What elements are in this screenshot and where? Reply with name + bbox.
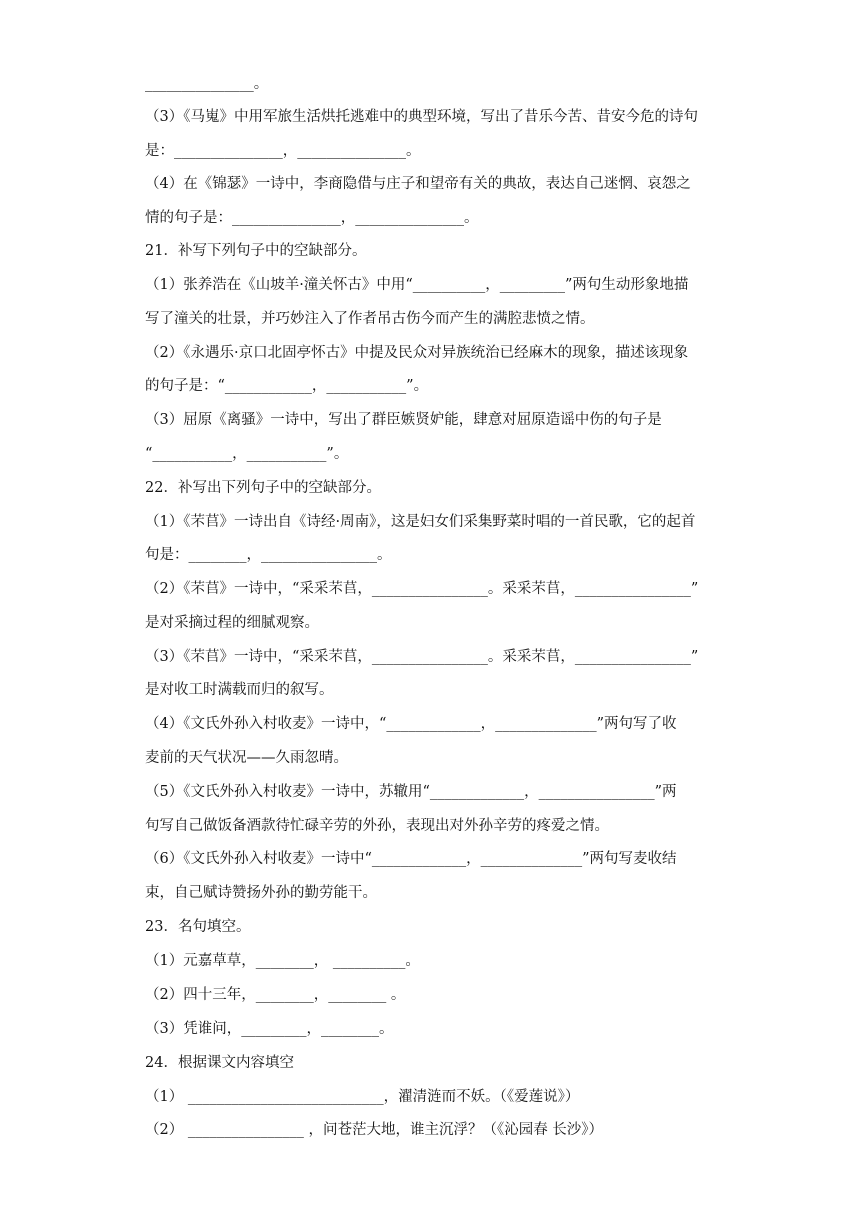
question-heading-21: 21．补写下列句子中的空缺部分。 bbox=[145, 243, 367, 259]
text-line: （1）《芣苢》一诗出自《诗经·周南》，这是妇女们采集野菜时唱的一首民歌，它的起首 bbox=[145, 514, 696, 530]
question-heading-24: 24．根据课文内容填空 bbox=[145, 1055, 294, 1071]
text-line: _______________。 bbox=[145, 76, 269, 92]
text-line: 是：_______________，_______________。 bbox=[145, 143, 421, 159]
text-line: 束，自己赋诗赞扬外孙的勤劳能干。 bbox=[145, 885, 377, 901]
text-line: （3）屈原《离骚》一诗中，写出了群臣嫉贤妒能，肆意对屈原造谣中伤的句子是 bbox=[145, 412, 662, 428]
text-line: （3）《马嵬》中用军旅生活烘托逃难中的典型环境，写出了昔乐今苦、昔安今危的诗句 bbox=[145, 109, 698, 125]
text-line: 是对采摘过程的细腻观察。 bbox=[145, 615, 319, 631]
text-line: （1） ___________________________，濯清涟而不妖。（《爱莲说》） bbox=[145, 1089, 580, 1105]
text-line: （2）《永遇乐·京口北固亭怀古》中提及民众对异族统治已经麻木的现象，描述该现象 bbox=[145, 345, 689, 361]
text-line: （2） ________________ ，问苍茫大地，谁主沉浮？（《沁园春 长沙》） bbox=[145, 1122, 604, 1138]
text-line: 情的句子是：_______________，_______________。 bbox=[145, 210, 479, 226]
text-line: （4）在《锦瑟》一诗中，李商隐借与庄子和望帝有关的典故，表达自己迷惘、哀怨之 bbox=[145, 176, 691, 192]
text-line: 麦前的天气状况——久雨忽晴。 bbox=[145, 750, 348, 766]
question-heading-22: 22．补写出下列句子中的空缺部分。 bbox=[145, 480, 381, 496]
text-line: （3）《芣苢》一诗中，“采采芣苢，________________。采采芣苢，________________” bbox=[145, 649, 699, 665]
text-line: （2）《芣苢》一诗中，“采采芣苢，________________。采采芣苢，________________” bbox=[145, 581, 699, 597]
text-line: 写了潼关的壮景，并巧妙注入了作者吊古伤今而产生的满腔悲愤之情。 bbox=[145, 311, 595, 327]
text-line: 的句子是：“____________，___________”。 bbox=[145, 378, 429, 394]
text-line: “___________，___________”。 bbox=[145, 446, 349, 462]
text-line: （3）凭谁问，_________，________。 bbox=[145, 1021, 394, 1037]
text-line: （1）张养浩在《山坡羊·潼关怀古》中用“__________，_________”两句生动形象地描 bbox=[145, 277, 689, 293]
text-line: （1）元嘉草草，________， __________。 bbox=[145, 953, 420, 969]
question-heading-23: 23．名句填空。 bbox=[145, 919, 251, 935]
text-line: （5）《文氏外孙入村收麦》一诗中，苏辙用“_____________，________________”两 bbox=[145, 784, 677, 800]
text-line: 句是：________，________________。 bbox=[145, 547, 392, 563]
text-line: （6）《文氏外孙入村收麦》一诗中“_____________，______________”两句写麦收结 bbox=[145, 851, 677, 867]
text-line: 是对收工时满载而归的叙写。 bbox=[145, 682, 334, 698]
text-line: （2）四十三年，________，________ 。 bbox=[145, 987, 406, 1003]
text-line: （4）《文氏外孙入村收麦》一诗中，“_____________，______________”两句写了收 bbox=[145, 716, 677, 732]
text-line: 句写自己做饭备酒款待忙碌辛劳的外孙，表现出对外孙辛劳的疼爱之情。 bbox=[145, 818, 609, 834]
